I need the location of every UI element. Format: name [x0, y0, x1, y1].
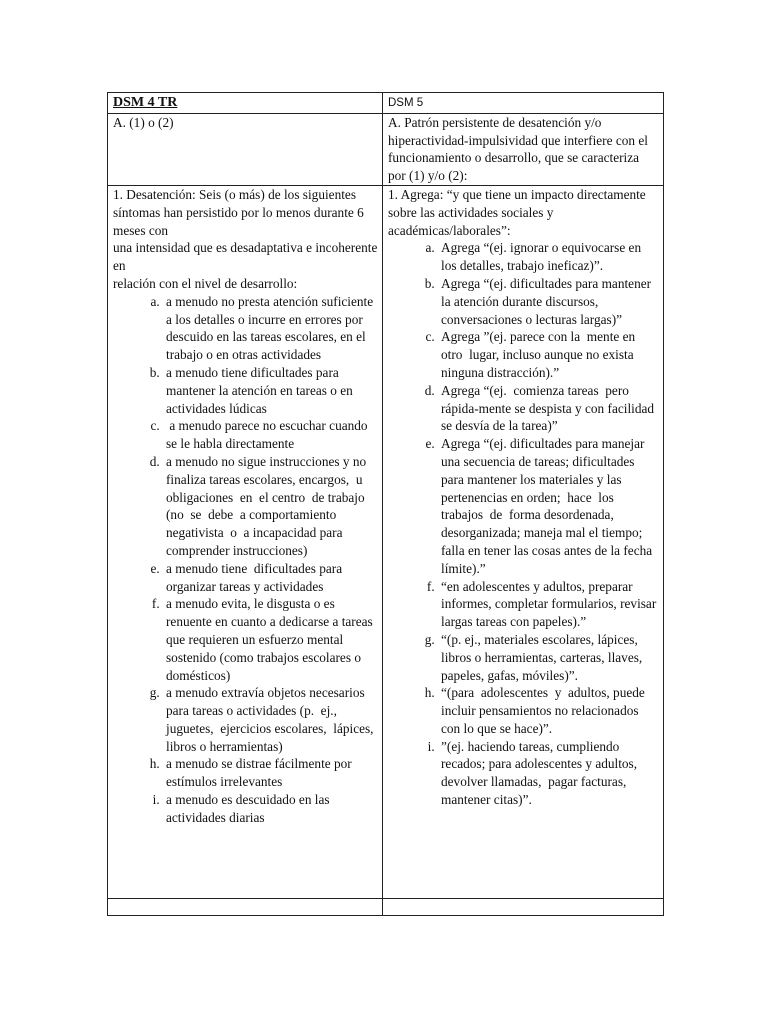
empty-row	[108, 898, 664, 915]
row-a-left: A. (1) o (2)	[108, 113, 383, 185]
right-intro: 1. Agrega: “y que tiene un impacto directamente sobre las actividades sociales y académicas/laborales”:	[388, 186, 646, 238]
right-item-i: i. ”(ej. haciendo tareas, cumpliendo recados; para adolescentes y adultos, devolver llamadas, pagar facturas, mantener citas)”.	[438, 738, 659, 809]
header-row	[108, 93, 664, 114]
right-item-h: h. “(para adolescentes y adultos, puede incluir pensamientos no relacionados con lo que se hace)”.	[438, 684, 659, 737]
left-intro-3: relación con el nivel de desarrollo:	[113, 275, 298, 291]
col2-header: DSM 5	[388, 97, 424, 109]
left-symptom-list	[113, 293, 378, 827]
right-item-f: f. “en adolescentes y adultos, preparar informes, completar formularios, revisar largas tareas con papeles).”	[438, 578, 659, 631]
left-item-g: g. a menudo extravía objetos necesarios para tareas o actividades (p. ej., juguetes, ejercicios escolares, lápices, libros o herramientas)	[163, 684, 378, 755]
header-cell-dsm5	[383, 93, 664, 114]
left-item-b: b. a menudo tiene dificultades para mantener la atención en tareas o en actividades lúdicas	[163, 364, 378, 417]
left-item-e: e. a menudo tiene dificultades para organizar tareas y actividades	[163, 560, 378, 596]
dsm-comparison-table	[107, 92, 664, 916]
row-1	[108, 185, 664, 898]
left-item-d: d. a menudo no sigue instrucciones y no finaliza tareas escolares, encargos, u obligaciones en el centro de trabajo (no se debe a comportamiento negativista o a incapacidad para comprender instrucciones)	[163, 453, 378, 560]
right-item-g: g. “(p. ej., materiales escolares, lápices, libros o herramientas, carteras, llaves, papeles, gafas, móviles)”.	[438, 631, 659, 684]
left-item-h: h. a menudo se distrae fácilmente por estímulos irrelevantes	[163, 755, 378, 791]
left-intro-1: 1. Desatención: Seis (o más) de los siguientes síntomas han persistido por lo menos durante 6 meses con	[113, 186, 364, 238]
right-item-a: a. Agrega “(ej. ignorar o equivocarse en los detalles, trabajo ineficaz)”.	[438, 239, 659, 275]
row-a	[108, 113, 664, 185]
left-item-f: f. a menudo evita, le disgusta o es renuente en cuanto a dedicarse a tareas que requieren un esfuerzo mental sostenido (como trabajos escolares o domésticos)	[163, 595, 378, 684]
left-item-c: c. a menudo parece no escuchar cuando se le habla directamente	[163, 417, 378, 453]
row-1-left	[108, 185, 383, 898]
right-item-b: b. Agrega “(ej. dificultades para mantener la atención durante discursos, conversaciones o lecturas largas)”	[438, 275, 659, 328]
empty-cell-right	[383, 898, 664, 915]
row-1-right	[383, 185, 664, 898]
left-item-i: i. a menudo es descuidado en las actividades diarias	[163, 791, 378, 827]
right-item-c: c. Agrega ”(ej. parece con la mente en otro lugar, incluso aunque no exista ninguna distracción).”	[438, 328, 659, 381]
header-cell-dsm4	[108, 93, 383, 114]
row-a-right: A. Patrón persistente de desatención y/o hiperactividad-impulsividad que interfiere con el funcionamiento o desarrollo, que se caracteriza por (1) y/o (2):	[383, 113, 664, 185]
right-symptom-list	[388, 239, 659, 809]
col1-header: DSM 4 TR	[113, 95, 178, 110]
left-intro-2: una intensidad que es desadaptativa e incoherente en	[113, 240, 378, 274]
right-item-d: d. Agrega “(ej. comienza tareas pero rápida-mente se despista y con facilidad se desvía de la tarea)”	[438, 382, 659, 435]
left-item-a: a. a menudo no presta atención suficiente a los detalles o incurre en errores por descuido en las tareas escolares, en el trabajo o en otras actividades	[163, 293, 378, 364]
empty-cell-left	[108, 898, 383, 915]
right-item-e: e. Agrega “(ej. dificultades para manejar una secuencia de tareas; dificultades para mantener los materiales y las pertenencias en orden; hace los trabajos de forma desordenada, desorganizada; maneja mal el tiempo; falla en tener las cosas antes de la fecha límite).”	[438, 435, 659, 577]
